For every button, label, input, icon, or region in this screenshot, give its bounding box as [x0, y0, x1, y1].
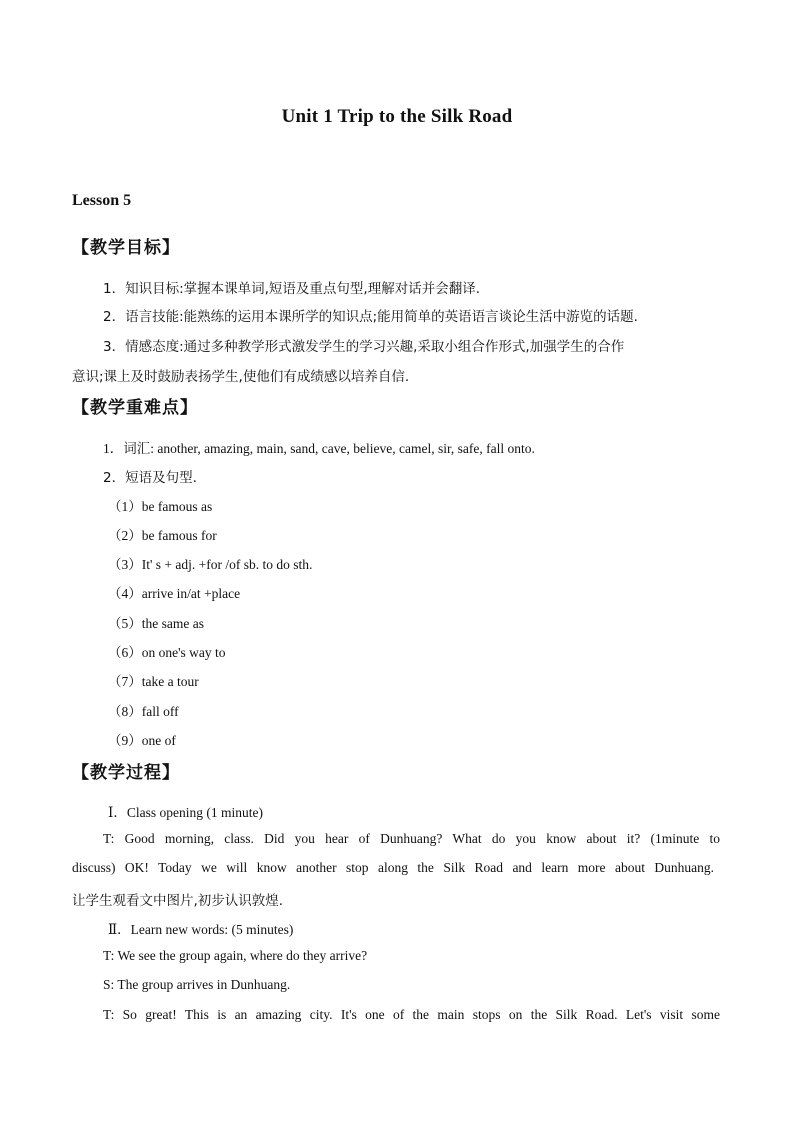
goals-item-3: 3．情感态度:通过多种教学形式激发学生的学习兴趣,采取小组合作形式,加强学生的合作 [103, 339, 625, 355]
phrases-label: 2．短语及句型. [103, 470, 197, 486]
process-line: T: So great! This is an amazing city. It's one of the main stops on the Silk Road. Let's visit some [103, 1007, 720, 1022]
phrase-item: （1）be famous as [108, 499, 213, 514]
phrase-item: （2）be famous for [108, 528, 217, 543]
phrase-item: （3）It' s + adj. +for /of sb. to do sth. [108, 557, 313, 572]
process-line: T: Good morning, class. Did you hear of Dunhuang? What do you know about it? (1minute to [103, 831, 720, 846]
process-line: 让学生观看文中图片,初步认识敦煌. [72, 893, 284, 909]
goals-item-3-cont: 意识;课上及时鼓励表扬学生,使他们有成绩感以培养自信. [72, 369, 410, 385]
phrase-item: （4）arrive in/at +place [108, 586, 241, 601]
goals-heading: 【教学目标】 [72, 238, 180, 258]
phrase-item: （7）take a tour [108, 674, 199, 689]
process-line: Ⅰ．Class opening (1 minute) [108, 805, 263, 820]
process-line: discuss) OK! Today we will know another stop along the Silk Road and learn more about Dunhuang. [72, 860, 714, 875]
phrase-item: （9）one of [108, 733, 176, 748]
phrase-item: （8）fall off [108, 704, 179, 719]
goals-item-1: 1．知识目标:掌握本课单词,短语及重点句型,理解对话并会翻译. [103, 281, 481, 297]
phrase-item: （5）the same as [108, 616, 204, 631]
phrase-item: （6）on one's way to [108, 645, 226, 660]
process-line: T: We see the group again, where do they arrive? [103, 948, 368, 963]
key-points-heading: 【教学重难点】 [72, 398, 198, 418]
process-line: Ⅱ．Learn new words: (5 minutes) [108, 922, 294, 937]
process-line: S: The group arrives in Dunhuang. [103, 977, 291, 992]
lesson-label: Lesson 5 [72, 192, 132, 209]
process-heading: 【教学过程】 [72, 763, 180, 783]
goals-item-2: 2．语言技能:能熟练的运用本课所学的知识点;能用简单的英语语言谈论生活中游览的话题. [103, 309, 638, 325]
document-title: Unit 1 Trip to the Silk Road [281, 106, 513, 127]
vocab-line: 1．词汇: another, amazing, main, sand, cave, believe, camel, sir, safe, fall onto. [103, 441, 535, 456]
